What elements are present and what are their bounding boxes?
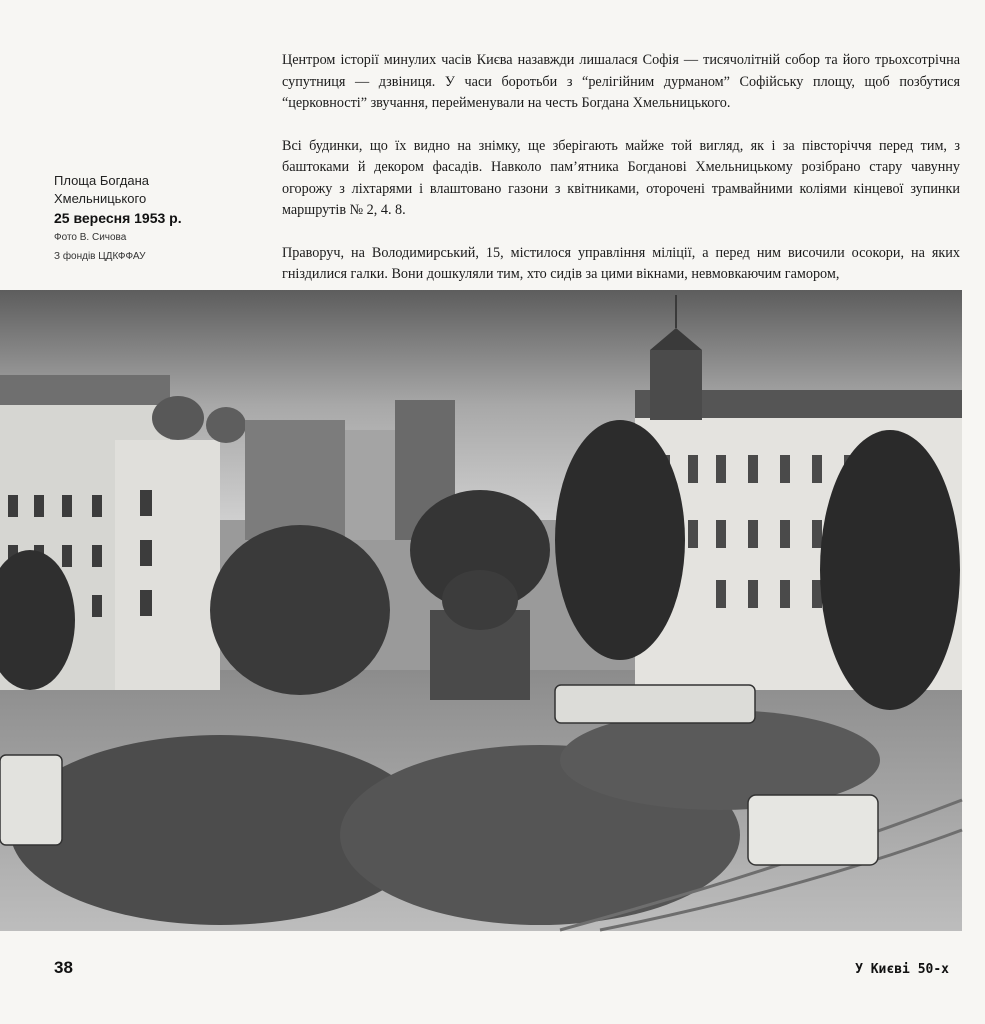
caption-title-line-1: Площа Богдана — [54, 173, 149, 188]
caption-date: 25 вересня 1953 р. — [54, 210, 182, 226]
paragraph-3: Праворуч, на Володимирський, 15, містилося управління міліції, а перед ним височили осокори, на яких гніздилися галки. Вони дошкуляли тим, хто сидів за цими вікнами, невмовкаючим гамором, — [282, 244, 960, 282]
caption-photo-credit: Фото В. Сичова — [54, 232, 127, 243]
page-number: 38 — [54, 958, 73, 977]
paragraph-1: Центром історії минулих часів Києва назавжди лишалася Софія — тисячолітній собор та його трьохсотрічна супутниця — дзвіниця. У часи боротьби з “релігійним дурманом” Софійську площу, щоб позбутися “церковності” звучання, перейменували на честь Богдана Хмельницького. — [282, 52, 960, 111]
article-text — [282, 50, 960, 282]
historical-photo — [0, 290, 962, 931]
caption-archive: З фондів ЦДКФФАУ — [54, 251, 146, 262]
paragraph-2: Всі будинки, що їх видно на знімку, ще зберігають майже той вигляд, як і за півсторіччя перед тим, з баштоками й декором фасадів. Навколо пам’ятника Богданові Хмельницькому розібрано стару чавунну огорожу з ліхтарями і влаштовано газони з квітниками, оторочені трамвайними коліями кінцевої зупинки маршрутів № 2, 4. 8. — [282, 137, 960, 218]
running-head: У Києві 50-х — [855, 962, 949, 977]
photo-caption — [54, 172, 244, 266]
photo-illustration — [0, 290, 962, 931]
caption-title-line-2: Хмельницького — [54, 191, 147, 206]
